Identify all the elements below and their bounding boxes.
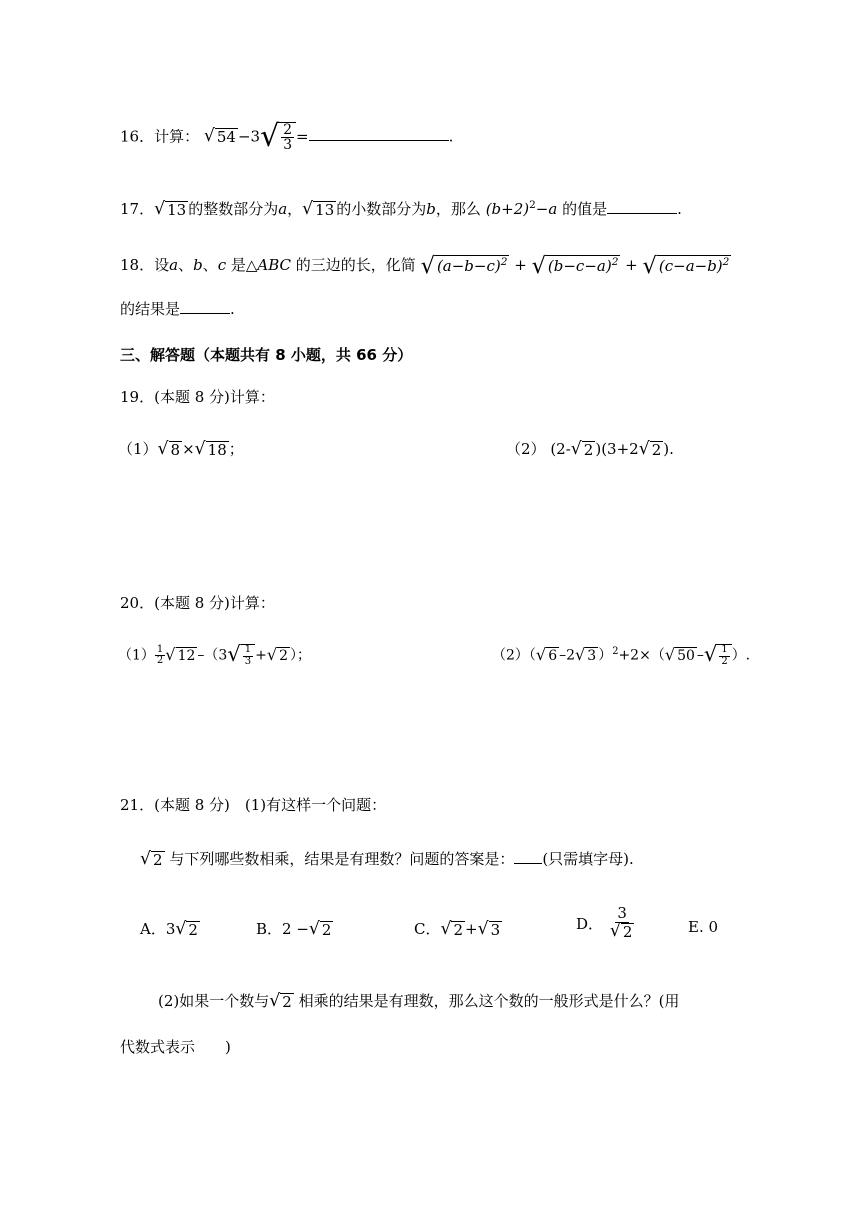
sqrt-2-b: √ 2 <box>638 438 662 459</box>
option-c-sqrt1: √ 2 <box>440 918 464 939</box>
sqrt-12: √ 12 <box>165 644 196 664</box>
q17-expr: (b+2) <box>485 200 530 218</box>
sqrt-54: √ 54 <box>203 126 236 147</box>
q16-equals: = <box>296 127 309 146</box>
q18-text1: 是△ <box>226 256 258 274</box>
option-d <box>576 906 636 941</box>
option-a <box>140 918 200 939</box>
q20-p2-b: +2×（ <box>618 647 665 664</box>
q18-sep2: 、 <box>202 256 218 274</box>
option-c-plus: + <box>465 920 478 938</box>
q20-p2-minus: –2 <box>559 647 576 664</box>
q17-comma: ， <box>287 200 303 218</box>
q16-period: . <box>448 127 454 146</box>
option-b-label: B． <box>256 920 283 938</box>
q20-p2-label: （2）（ <box>492 647 536 664</box>
q19-part1 <box>118 438 244 459</box>
q18-text2: 的三边的长，化简 <box>291 256 416 274</box>
sqrt-18: √ 18 <box>194 438 227 459</box>
option-b <box>256 918 333 939</box>
question-17 <box>120 198 682 219</box>
q20-part2 <box>492 644 750 667</box>
option-c-sqrt2: √ 3 <box>477 918 501 939</box>
q17-minus-a: −a <box>535 200 558 218</box>
option-e: E. 0 <box>688 918 719 936</box>
q21-answer-blank[interactable] <box>514 848 542 864</box>
sqrt-13-a: √ 13 <box>154 198 187 219</box>
frac-half: $\frac{1}{2}$ <box>156 643 164 666</box>
sqrt-6: √ 6 <box>535 644 558 664</box>
option-c <box>414 918 502 939</box>
q18-var-a: a <box>169 256 179 274</box>
q18-plus-1: + <box>514 256 527 274</box>
sqrt-frac: √ $\frac{2}{3}$ <box>260 122 296 153</box>
q20-p1-plus: + <box>255 647 267 664</box>
option-b-a: 2 − <box>282 920 309 938</box>
sqrt-term-3: √ $(c-a-b)^2$ <box>642 252 730 279</box>
option-d-frac: 3 √ 2 <box>609 904 633 941</box>
sqrt-2-a: √ 2 <box>570 438 594 459</box>
q18-answer-blank[interactable] <box>180 298 230 314</box>
q16-minus: −3 <box>237 127 261 146</box>
question-21-title: 21．(本题 8 分) (1)有这样一个问题： <box>120 796 387 814</box>
q17-text1: 的整数部分为 <box>188 200 279 218</box>
option-a-coef: 3 <box>165 920 176 938</box>
sqrt-8: √ 8 <box>157 438 181 459</box>
q19-p2-a: (2- <box>550 440 571 458</box>
q19-p2-b: )(3+2 <box>595 440 639 458</box>
question-18-line2 <box>120 298 235 319</box>
q19-p1-label: （1） <box>118 440 158 458</box>
q17-answer-blank[interactable] <box>607 198 677 214</box>
option-a-sqrt: √ 2 <box>175 918 198 939</box>
q18-line2-text: 的结果是 <box>120 300 181 318</box>
q16-answer-blank[interactable] <box>309 125 449 141</box>
q18-plus-2: + <box>625 256 638 274</box>
q20-p1-a: –（3 <box>197 647 228 664</box>
q18-period: . <box>230 300 235 318</box>
q21-part2-b: 相乘的结果是有理数，那么这个数的一般形式是什么？(用 <box>293 992 680 1010</box>
sqrt-term-2: √ $(b-c-a)^2$ <box>531 252 619 279</box>
q17-var-b: b <box>426 200 436 218</box>
q17-text4: ，那么 <box>435 200 481 218</box>
q16-prefix: 16．计算： <box>120 127 200 146</box>
option-d-label: D． <box>576 915 604 933</box>
q19-p2-label: （2） <box>506 440 546 458</box>
option-c-label: C． <box>414 920 441 938</box>
sqrt-50: √ 50 <box>664 644 695 664</box>
q20-p2-exp: 2 <box>612 645 619 657</box>
q20-p2-a: ） <box>598 647 613 664</box>
q18-sep1: 、 <box>178 256 194 274</box>
q21-part2-a: (2)如果一个数与 <box>158 992 270 1010</box>
q18-var-b: b <box>193 256 203 274</box>
q17-var-a: a <box>278 200 288 218</box>
sqrt-2-d: √ 2 <box>140 848 163 869</box>
q20-p1-label: （1） <box>118 647 155 664</box>
q17-period: . <box>677 200 682 218</box>
q17-exp: 2 <box>529 199 536 211</box>
question-16 <box>120 119 454 154</box>
sqrt-2-e: √ 2 <box>269 990 292 1011</box>
sqrt-2-c: √ 2 <box>266 644 288 664</box>
sqrt-one-third: √ $\frac{1}{3}$ <box>227 644 255 667</box>
q20-part1 <box>118 644 311 667</box>
q17-prefix: 17． <box>120 200 155 218</box>
q18-triangle: ABC <box>257 256 292 274</box>
q18-var-c: c <box>217 256 227 274</box>
question-19-title: 19．(本题 8 分)计算： <box>120 388 275 406</box>
q19-p2-c: ). <box>663 440 674 458</box>
q19-p1-end: ； <box>228 440 244 458</box>
section-3-heading: 三、解答题（本题共有 8 小题，共 66 分） <box>120 346 413 364</box>
q20-p2-minus2: – <box>696 647 704 664</box>
q20-p1-end: ）； <box>290 647 311 664</box>
q19-part2 <box>506 438 674 459</box>
q21-part2-line2: 代数式表示 ) <box>120 1038 231 1056</box>
q17-text3: 的小数部分为 <box>336 200 427 218</box>
sqrt-term-1: √ $(a-b-c)^2$ <box>420 252 508 279</box>
q21-line2-end: (只需填字母). <box>542 850 634 868</box>
q20-p2-end: ）. <box>731 647 751 664</box>
question-18 <box>120 254 731 277</box>
times-sign: × <box>182 440 195 458</box>
question-20-title: 20．(本题 8 分)计算： <box>120 594 275 612</box>
sqrt-half: √ $\frac{1}{2}$ <box>704 644 732 667</box>
q17-text6: 的值是 <box>557 200 608 218</box>
sqrt-3: √ 3 <box>575 644 597 664</box>
q18-prefix: 18．设 <box>120 256 170 274</box>
option-b-sqrt: √ 2 <box>308 918 332 939</box>
option-a-label: A． <box>140 920 166 938</box>
q21-part2 <box>158 990 679 1011</box>
q21-line2-text: 与下列哪些数相乘，结果是有理数？问题的答案是： <box>164 850 515 868</box>
q21-line2 <box>140 848 634 869</box>
sqrt-13-b: √ 13 <box>302 198 335 219</box>
